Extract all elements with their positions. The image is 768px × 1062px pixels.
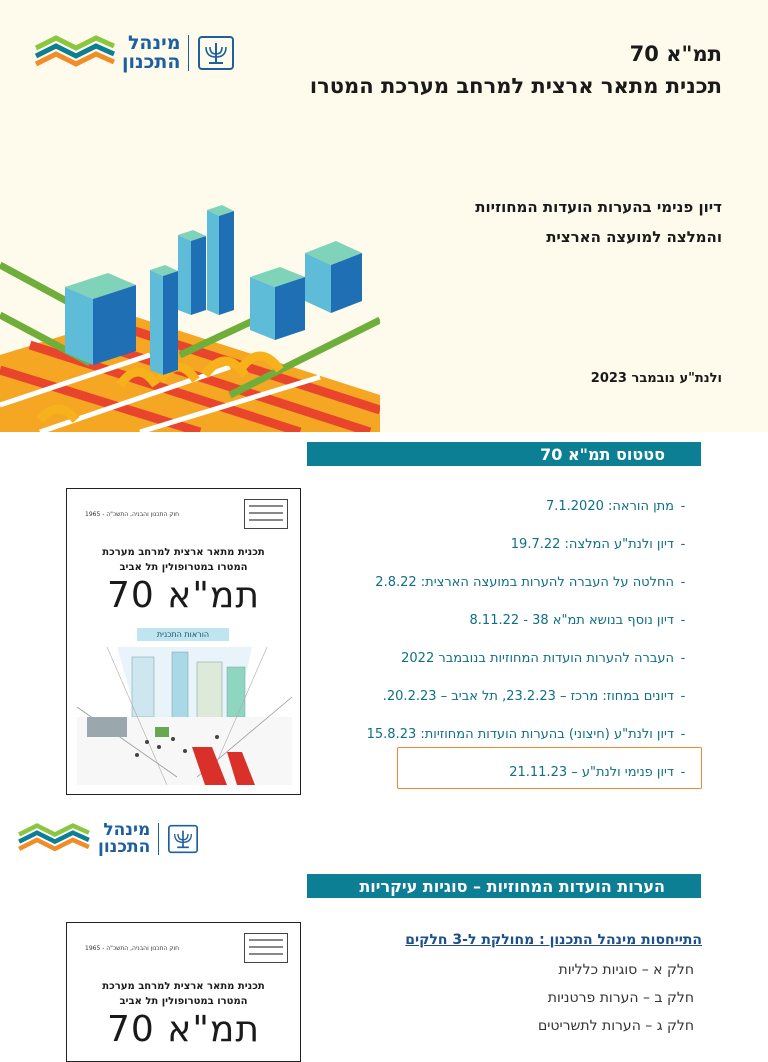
response-part-item: חלק ב – הערות פרטניות [547,990,694,1006]
list-marker: - [680,764,686,780]
list-marker: - [680,612,686,628]
planning-administration-logo [16,822,199,857]
status-item-text: דיון ולנת"ע (חיצוני) בהערות הועדות המחוזיות: 15.8.23 [366,726,674,742]
presentation-date: ולנת"ע נובמבר 2023 [590,371,722,386]
logo-line-1: מינהל [103,820,151,840]
list-marker: - [680,650,686,666]
subtitle-line-2: והמלצה למועצה הארצית [546,228,722,246]
doc-law-text: חוק התכנון והבניה, התשכ"ה - 1965 [85,945,180,952]
list-marker: - [680,688,686,704]
status-slide [0,432,768,804]
planning-administration-logo-icon [16,822,92,856]
plan-full-name: תכנית מתאר ארצית למרחב מערכת המטרו [309,74,722,98]
logo-separator [158,823,159,855]
logo-line-2: התכנון [98,837,151,858]
doc-title-line-2: המטרו במטרופולין תל אביב [119,562,248,573]
status-item-text: העברה להערות הועדות המחוזיות בנובמבר 2022 [401,650,674,666]
doc-instructions-label: הוראות התכנית [137,628,229,641]
list-marker: - [680,726,686,742]
logo-text [98,822,150,857]
status-item [272,639,692,677]
doc-station-sketch [77,647,292,785]
plan-title: תמ"א 70 [629,42,722,66]
doc-title-line-1: תכנית מתאר ארצית למרחב מערכת [102,547,265,558]
list-marker: - [680,536,686,552]
logo-line-2: התכנון [122,51,181,74]
status-item [272,677,692,715]
status-item-text: דיון פנימי ולנת"ע – 21.11.23 [509,764,674,780]
status-item-text: דיון ולנת"ע המלצה: 19.7.22 [510,536,674,552]
status-item [272,563,692,601]
planning-administration-logo [34,34,235,73]
city-blocks-illustration [0,195,380,432]
doc-plan-number: תמ"א 70 [107,1009,260,1050]
status-item [272,525,692,563]
status-list [272,487,692,791]
district-comments-slide [0,804,768,1050]
list-marker: - [680,574,686,590]
status-item [272,601,692,639]
plan-document-cover [66,488,301,795]
doc-title-line-2: המטרו במטרופולין תל אביב [119,996,248,1007]
title-slide [0,0,768,432]
planning-administration-logo-icon [34,34,116,72]
status-item-text: דיון נוסף בנושא תמ"א 38 - 8.11.22 [469,612,674,628]
status-item-text: דיונים במחוז: מרכז – 23.2.23, תל אביב – 20.2.23. [382,688,674,704]
doc-law-text: חוק התכנון והבניה, התשכ"ה - 1965 [85,511,180,518]
planning-response-heading: התייחסות מינהל התכנון : מחולקת ל-3 חלקים [405,932,702,948]
logo-line-1: מינהל [127,32,181,54]
status-item-text: מתן הוראה: 7.1.2020 [545,498,674,514]
logo-text [122,34,180,73]
status-item [272,487,692,525]
doc-plan-number: תמ"א 70 [107,575,260,616]
list-marker: - [680,498,686,514]
status-section-title: סטטוס תמ"א 70 [307,442,701,466]
logo-separator [188,35,189,71]
state-emblem-icon [197,35,235,71]
doc-stamp [244,933,288,963]
state-emblem-icon [167,824,199,854]
plan-document-cover [66,922,301,1062]
doc-title-line-1: תכנית מתאר ארצית למרחב מערכת [102,981,265,992]
current-status-highlight [397,747,702,789]
response-parts-list [538,956,694,1040]
response-part-item: חלק ג – הערות לתשריטים [537,1018,694,1034]
comments-section-title: הערות הועדות המחוזיות – סוגיות עיקריות [307,874,701,898]
status-item-text: החלטה על העברה להערות במועצה הארצית: 2.8.22 [375,574,674,590]
subtitle-line-1: דיון פנימי בהערות הועדות המחוזיות [475,198,722,216]
response-part-item: חלק א – סוגיות כלליות [558,962,694,978]
